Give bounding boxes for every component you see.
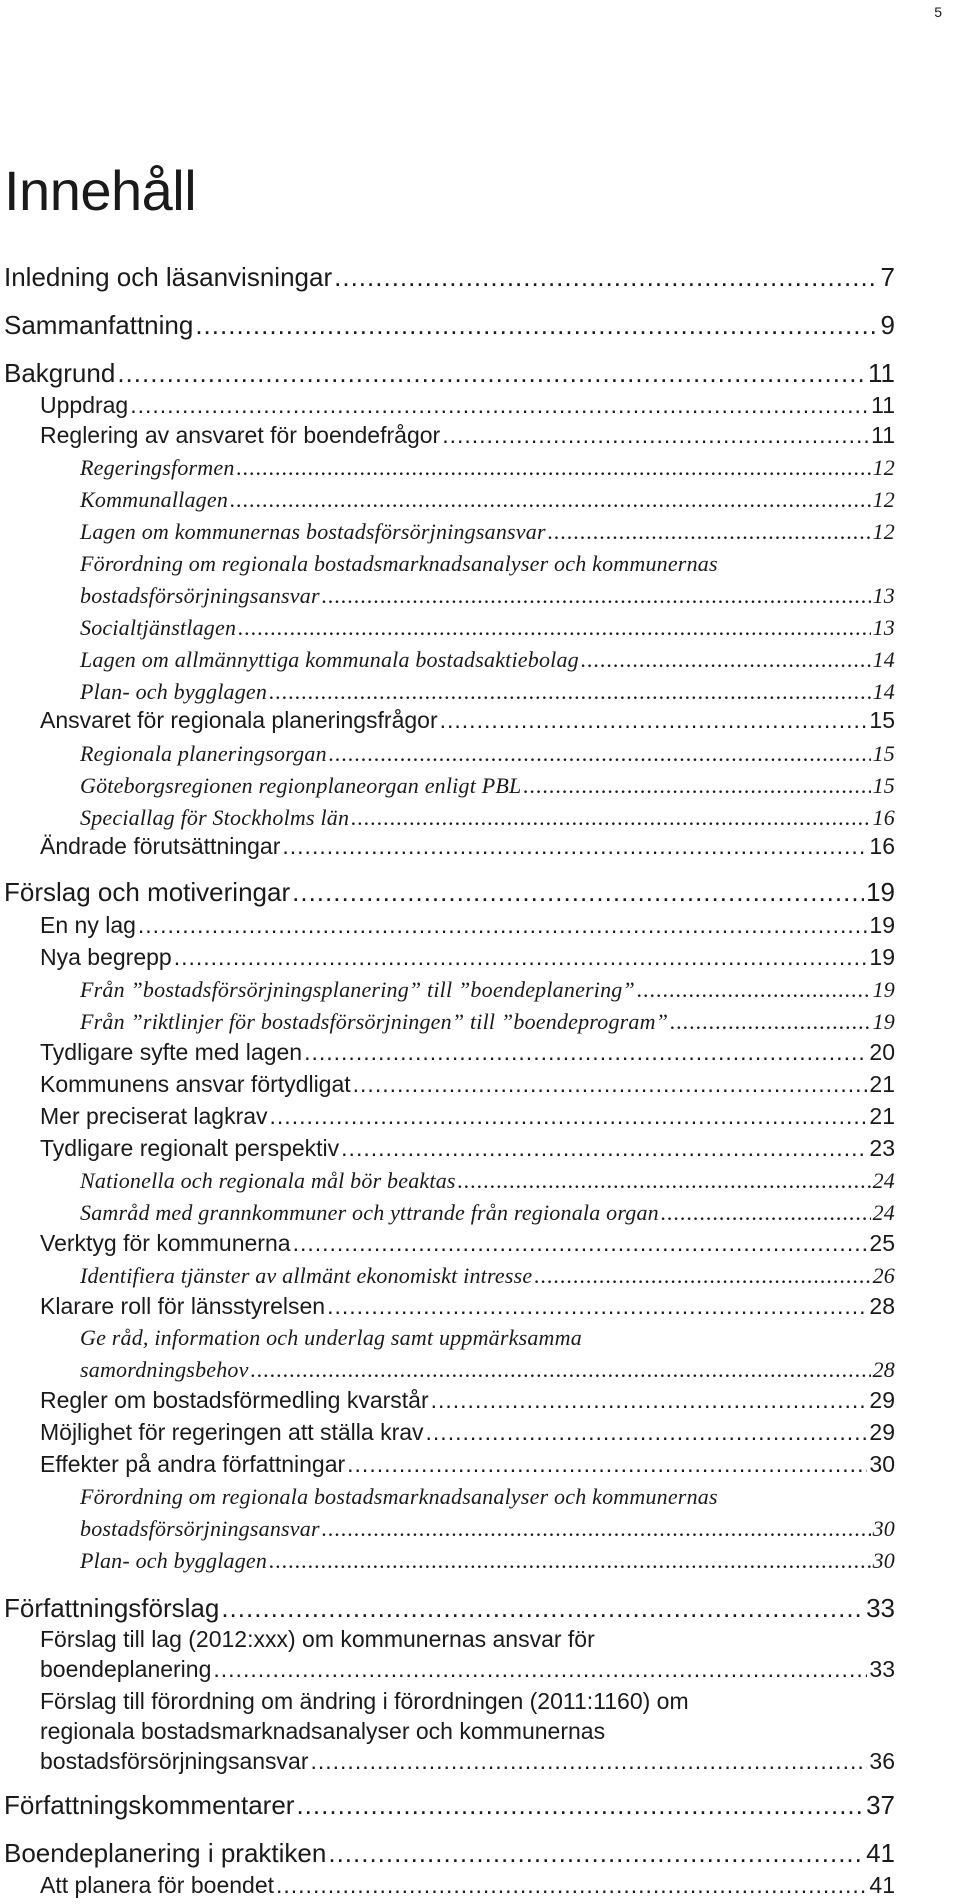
toc-entry[interactable]: Sammanfattning ..... 9: [4, 310, 895, 341]
toc-entry[interactable]: En ny lag ..... 19: [40, 912, 895, 939]
toc-entry[interactable]: Regeringsformen ..... 12: [80, 455, 895, 481]
toc-entry[interactable]: Tydligare syfte med lagen ..... 20: [40, 1039, 895, 1066]
toc-entry[interactable]: Mer preciserat lagkrav ..... 21: [40, 1103, 895, 1130]
toc-entry[interactable]: Lagen om allmännyttiga kommunala bostadsaktiebolag ..... 14: [80, 647, 895, 673]
toc-entry[interactable]: Verktyg för kommunerna ..... 25: [40, 1230, 895, 1257]
toc-entry[interactable]: Identifiera tjänster av allmänt ekonomiskt intresse ..... 26: [80, 1263, 895, 1289]
toc-entry-line: Förslag till lag (2012:xxx) om kommunernas ansvar för: [40, 1626, 595, 1652]
toc-entry[interactable]: Socialtjänstlagen ..... 13: [80, 615, 895, 641]
toc-entry[interactable]: Göteborgsregionen regionplaneorgan enligt PBL ..... 15: [80, 773, 895, 799]
page-number: 5: [934, 4, 942, 20]
toc-entry-line: Förordning om regionala bostadsmarknadsanalyser och kommunernas: [80, 551, 718, 576]
toc-entry[interactable]: Bakgrund ..... 11: [4, 358, 895, 389]
toc-entry[interactable]: Nya begrepp ..... 19: [40, 944, 895, 971]
toc-entry[interactable]: Författningskommentarer ..... 37: [4, 1790, 895, 1821]
page-title: Innehåll: [4, 159, 197, 222]
toc-entry[interactable]: Författningsförslag ..... 33: [4, 1593, 895, 1624]
toc-entry[interactable]: Tydligare regionalt perspektiv ..... 23: [40, 1135, 895, 1162]
toc-entry[interactable]: Från ”riktlinjer för bostadsförsörjningen” till ”boendeprogram” ..... 19: [80, 1009, 895, 1035]
toc-entry[interactable]: samordningsbehov ..... 28: [80, 1357, 895, 1383]
toc-entry[interactable]: Boendeplanering i praktiken ..... 41: [4, 1838, 895, 1869]
toc-entry[interactable]: bostadsförsörjningsansvar ..... 36: [40, 1748, 895, 1775]
toc-entry[interactable]: Nationella och regionala mål bör beaktas ..... 24: [80, 1168, 895, 1194]
toc-entry[interactable]: Inledning och läsanvisningar ..... 7: [4, 262, 895, 293]
toc-entry[interactable]: Effekter på andra författningar ..... 30: [40, 1451, 895, 1478]
toc-entry[interactable]: Ansvaret för regionala planeringsfrågor ..... 15: [40, 707, 895, 734]
toc-entry[interactable]: Kommunens ansvar förtydligat ..... 21: [40, 1071, 895, 1098]
toc-entry[interactable]: Reglering av ansvaret för boendefrågor ..... 11: [40, 422, 895, 449]
toc-entry[interactable]: Kommunallagen ..... 12: [80, 487, 895, 513]
toc-entry[interactable]: Ändrade förutsättningar ..... 16: [40, 833, 895, 860]
toc-entry-line: Ge råd, information och underlag samt uppmärksamma: [80, 1325, 582, 1350]
toc-entry[interactable]: Regler om bostadsförmedling kvarstår ..... 29: [40, 1387, 895, 1414]
toc-entry-line: Förslag till förordning om ändring i förordningen (2011:1160) om: [40, 1688, 689, 1714]
toc-entry[interactable]: Att planera för boendet ..... 41: [40, 1872, 895, 1899]
toc-entry[interactable]: Regionala planeringsorgan ..... 15: [80, 741, 895, 767]
toc-entry[interactable]: Förslag och motiveringar ..... 19: [4, 877, 895, 908]
toc-entry[interactable]: Plan- och bygglagen ..... 14: [80, 679, 895, 705]
toc-entry[interactable]: Från ”bostadsförsörjningsplanering” till ”boendeplanering” ..... 19: [80, 977, 895, 1003]
toc-entry[interactable]: bostadsförsörjningsansvar ..... 13: [80, 583, 895, 609]
toc-entry-line: Förordning om regionala bostadsmarknadsanalyser och kommunernas: [80, 1484, 718, 1509]
toc-entry[interactable]: Möjlighet för regeringen att ställa krav ..... 29: [40, 1419, 895, 1446]
toc-entry[interactable]: Plan- och bygglagen ..... 30: [80, 1548, 895, 1574]
toc-entry[interactable]: boendeplanering ..... 33: [40, 1656, 895, 1683]
toc-entry[interactable]: Speciallag för Stockholms län ..... 16: [80, 805, 895, 831]
toc-entry[interactable]: Samråd med grannkommuner och yttrande från regionala organ ..... 24: [80, 1200, 895, 1226]
toc-entry-line: regionala bostadsmarknadsanalyser och kommunernas: [40, 1718, 606, 1744]
toc-entry[interactable]: Klarare roll för länsstyrelsen ..... 28: [40, 1293, 895, 1320]
toc-entry[interactable]: Uppdrag ..... 11: [40, 392, 895, 419]
toc-entry[interactable]: bostadsförsörjningsansvar ..... 30: [80, 1516, 895, 1542]
toc-entry[interactable]: Lagen om kommunernas bostadsförsörjningsansvar ..... 12: [80, 519, 895, 545]
